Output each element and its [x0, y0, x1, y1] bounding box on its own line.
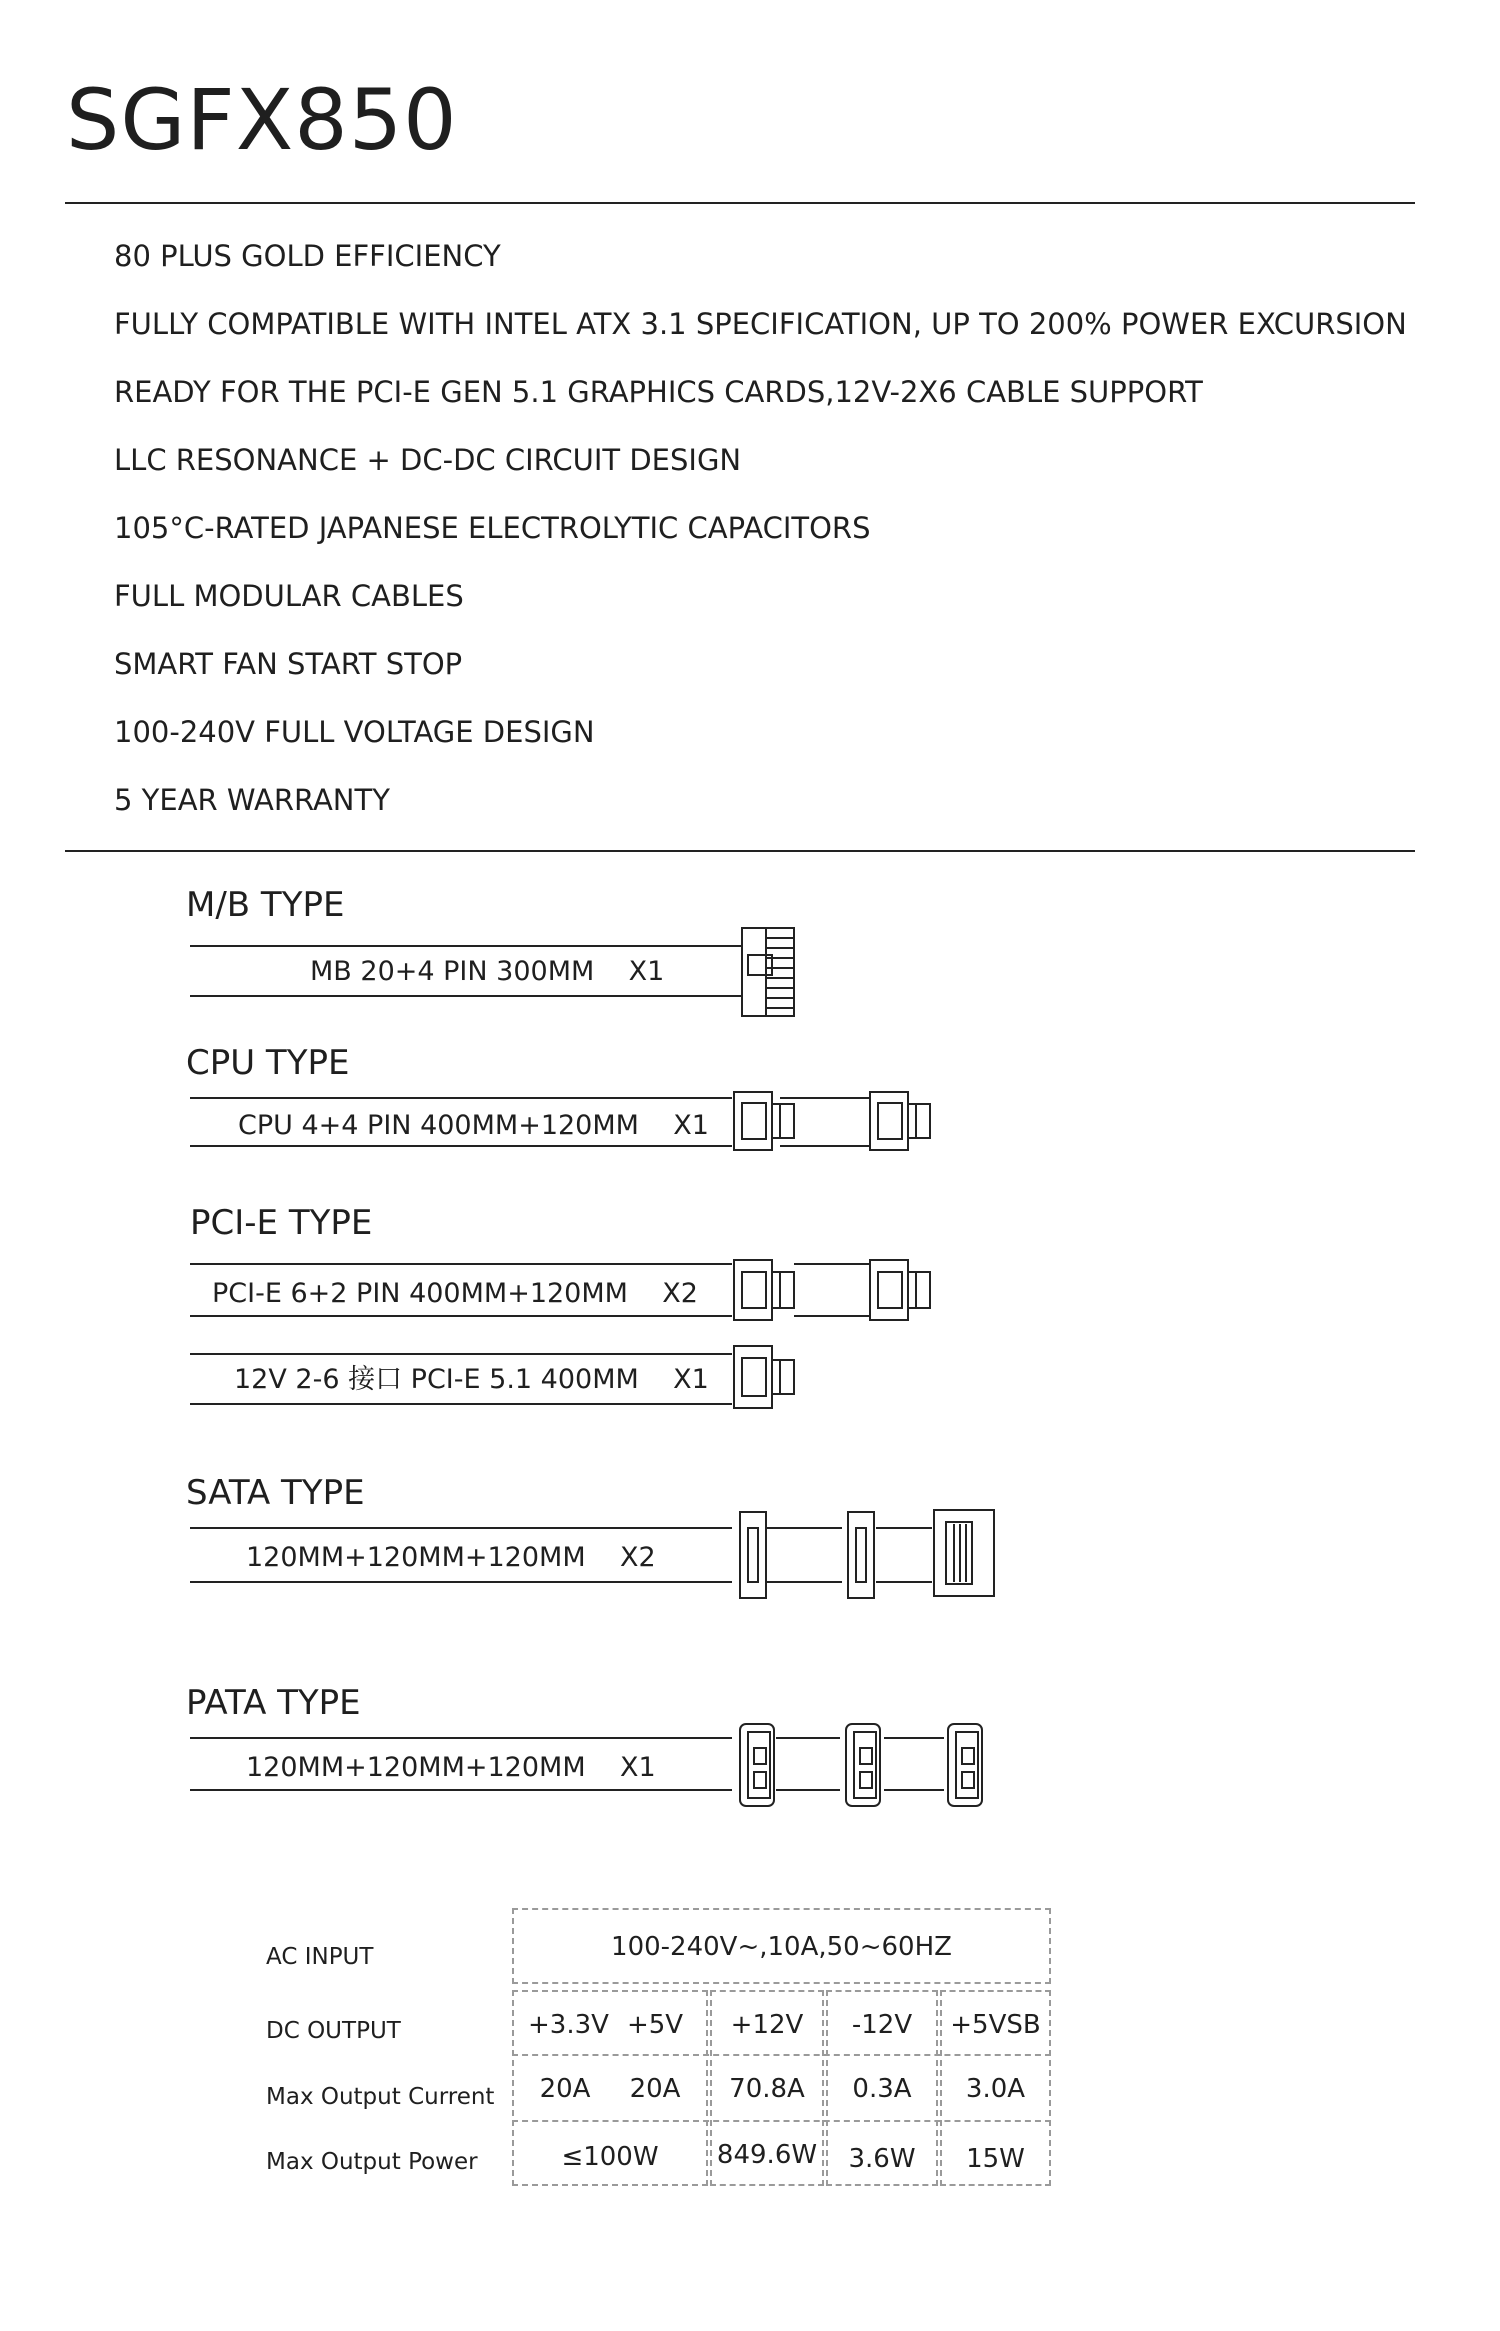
rail-3v3: +3.3V	[528, 2010, 609, 2040]
sata-cable-label: 120MM+120MM+120MM X2	[246, 1542, 656, 1573]
power-5vsb: 15W	[966, 2144, 1025, 2174]
feature-item: FULLY COMPATIBLE WITH INTEL ATX 3.1 SPECIFICATION, UP TO 200% POWER EXCURSION	[114, 307, 1407, 341]
current-12v: 70.8A	[729, 2074, 805, 2104]
product-title: SGFX850	[66, 71, 458, 169]
current-5vsb: 3.0A	[965, 2074, 1026, 2104]
table-row-divider	[512, 2054, 1051, 2056]
table-row-divider	[512, 2120, 1051, 2122]
feature-item: SMART FAN START STOP	[114, 647, 463, 681]
power-12v: 849.6W	[716, 2140, 818, 2170]
power-neg12v: 3.6W	[848, 2144, 916, 2174]
pcie-type-heading: PCI-E TYPE	[190, 1203, 373, 1243]
feature-item: FULL MODULAR CABLES	[114, 579, 464, 613]
pata-cable-label: 120MM+120MM+120MM X1	[246, 1752, 656, 1783]
feature-item: 80 PLUS GOLD EFFICIENCY	[114, 239, 501, 273]
cpu-cable-label: CPU 4+4 PIN 400MM+120MM X1	[238, 1110, 709, 1141]
feature-item: READY FOR THE PCI-E GEN 5.1 GRAPHICS CARDS,12V-2X6 CABLE SUPPORT	[114, 375, 1203, 409]
max-power-label: Max Output Power	[266, 2149, 478, 2175]
rail-neg12v: -12V	[851, 2010, 913, 2040]
12v-2x6-cable-label: 12V 2-6 接口 PCI-E 5.1 400MM X1	[234, 1364, 709, 1395]
max-current-label: Max Output Current	[266, 2084, 495, 2110]
ac-input-value: 100-240V~,10A,50~60HZ	[611, 1932, 952, 1962]
mb-type-heading: M/B TYPE	[186, 885, 345, 925]
sata-type-heading: SATA TYPE	[186, 1473, 365, 1513]
current-neg12v: 0.3A	[852, 2074, 912, 2104]
mb-cable-label: MB 20+4 PIN 300MM X1	[310, 956, 665, 987]
feature-item: 105°C-RATED JAPANESE ELECTROLYTIC CAPACITORS	[114, 511, 871, 545]
power-3v3-5v: ≤100W	[561, 2142, 659, 2172]
rail-5vsb: +5VSB	[950, 2010, 1041, 2040]
feature-item: 100-240V FULL VOLTAGE DESIGN	[114, 715, 595, 749]
ac-input-label: AC INPUT	[266, 1944, 374, 1970]
pcie-cable-label: PCI-E 6+2 PIN 400MM+120MM X2	[212, 1278, 698, 1309]
current-3v3: 20A	[539, 2074, 591, 2104]
feature-item: 5 YEAR WARRANTY	[114, 783, 390, 817]
rail-12v: +12V	[730, 2010, 804, 2040]
dc-output-label: DC OUTPUT	[266, 2018, 401, 2044]
cpu-type-heading: CPU TYPE	[186, 1043, 350, 1083]
current-5v: 20A	[629, 2074, 681, 2104]
feature-item: LLC RESONANCE + DC-DC CIRCUIT DESIGN	[114, 443, 742, 477]
pata-type-heading: PATA TYPE	[186, 1683, 361, 1723]
rail-5v: +5V	[626, 2010, 684, 2040]
